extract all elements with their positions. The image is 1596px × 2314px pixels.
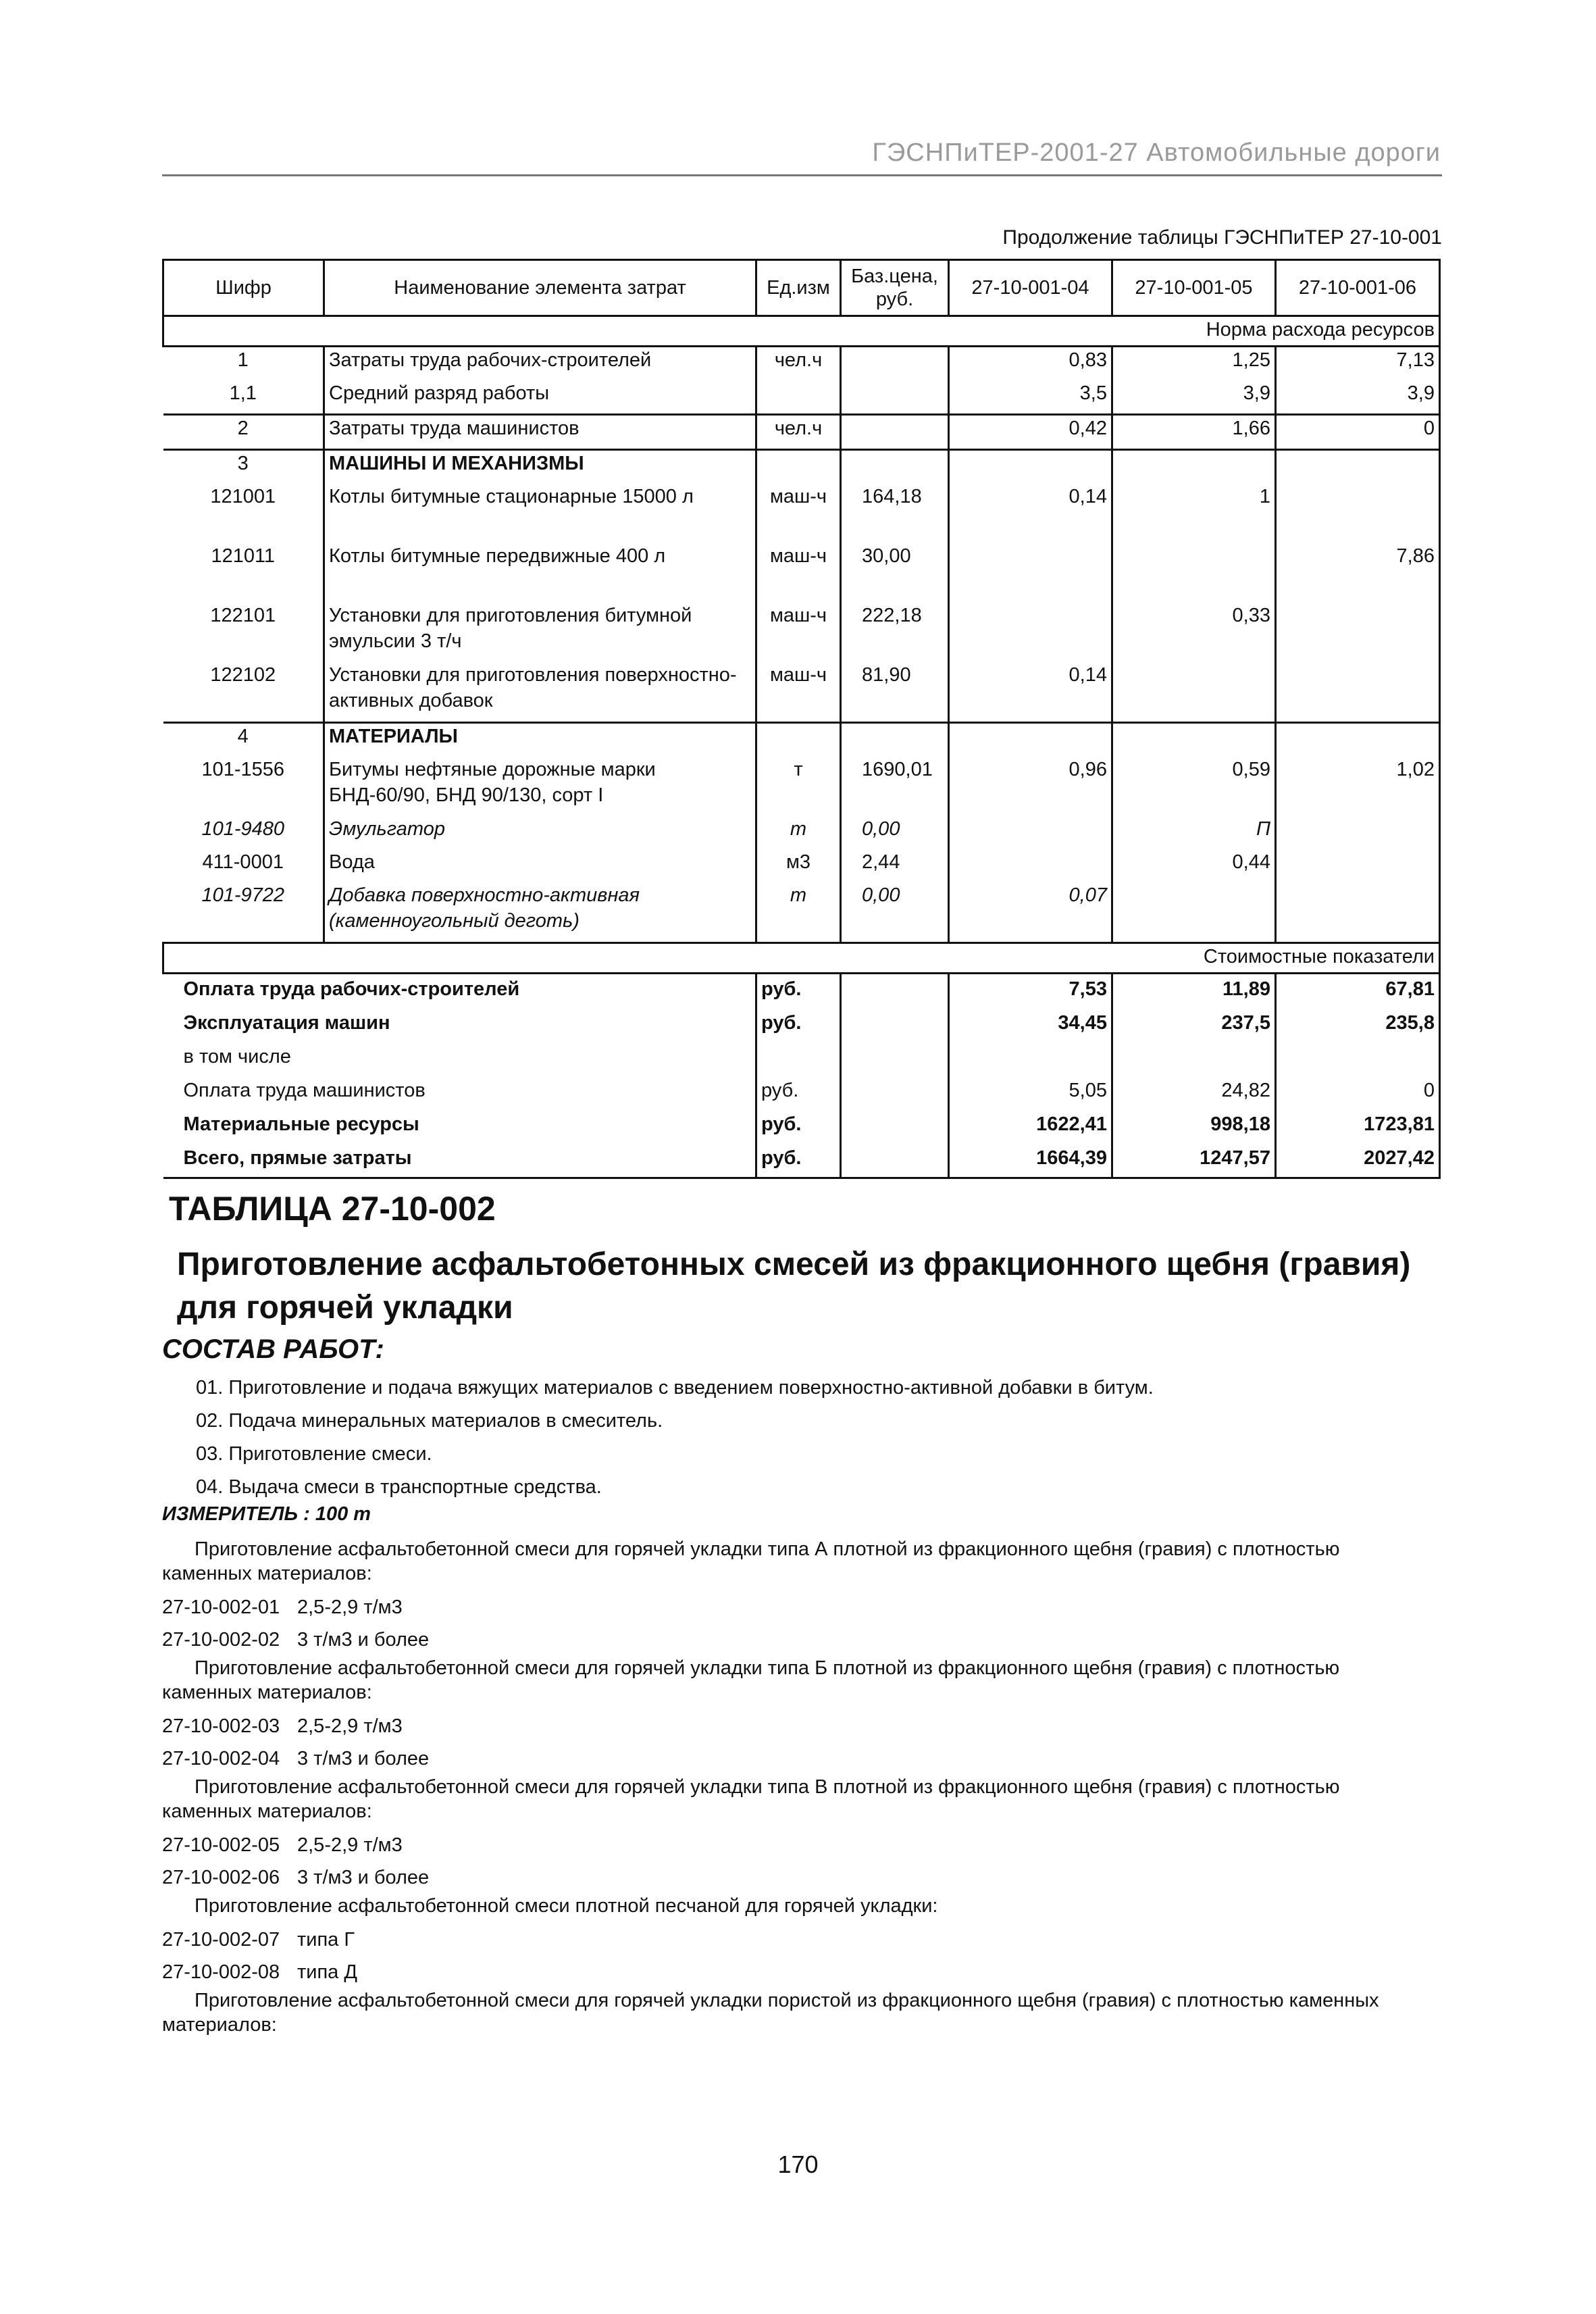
header-name: Наименование элемента затрат [324, 260, 756, 316]
header-code: Шифр [163, 260, 324, 316]
header-price-line2: руб. [875, 288, 914, 310]
description-paragraph: Приготовление асфальтобетонной смеси для горячей укладки типа В плотной из фракционного щебня (гравия) с плотностью каменных материалов: [162, 1776, 1340, 1822]
summary-label: в том числе [183, 1046, 291, 1067]
row-code: 1,1 [229, 382, 257, 404]
cost-label-row [163, 943, 1440, 974]
row-unit: т [756, 816, 841, 849]
summary-value-05: 998,18 [1112, 1109, 1276, 1143]
row-value-04 [949, 450, 1112, 484]
descriptions [162, 1537, 1432, 2042]
code-value: типа Г [297, 1929, 355, 1951]
row-name: Затраты труда машинистов [324, 415, 756, 450]
row-code: 3 [237, 453, 249, 474]
table-row [163, 543, 1440, 603]
header-price-line1: Баз.цена, [851, 266, 938, 287]
row-name: МАТЕРИАЛЫ [324, 723, 756, 757]
row-price: 2,44 [841, 849, 949, 882]
summary-value-04: 7,53 [949, 974, 1112, 1009]
row-unit: т [756, 757, 841, 816]
summary-row [163, 1008, 1440, 1042]
row-value-05: 0,59 [1112, 757, 1276, 816]
work-item: 01. Приготовление и подача вяжущих материалов с введением поверхностно-активной добавки в битум. [196, 1377, 1154, 1399]
code-value: 3 т/м3 и более [297, 1867, 430, 1888]
code-line [162, 1742, 1432, 1775]
row-price: 81,90 [841, 662, 949, 723]
running-header: ГЭСНПиТЕР-2001-27 Автомобильные дороги [872, 139, 1441, 167]
row-price: 164,18 [841, 484, 949, 543]
works-heading: СОСТАВ РАБОТ: [162, 1334, 384, 1364]
description-paragraph: Приготовление асфальтобетонной смеси для горячей укладки типа Б плотной из фракционного щебня (гравия) с плотностью каменных материалов: [162, 1657, 1340, 1703]
row-code: 121011 [211, 545, 276, 567]
table-row [163, 415, 1440, 450]
code-id: 27-10-002-01 [162, 1596, 280, 1618]
row-value-05: 1 [1112, 484, 1276, 543]
row-value-04: 3,5 [949, 380, 1112, 415]
row-unit: маш-ч [756, 662, 841, 723]
summary-value-06: 235,8 [1276, 1008, 1440, 1042]
code-id: 27-10-002-02 [162, 1629, 280, 1651]
row-name: Эмульгатор [324, 816, 756, 849]
summary-unit: руб. [756, 1143, 841, 1178]
row-unit: маш-ч [756, 484, 841, 543]
row-unit: чел.ч [756, 347, 841, 381]
summary-value-06 [1276, 1042, 1440, 1076]
row-price [841, 723, 949, 757]
table-row [163, 723, 1440, 757]
summary-price [841, 1109, 949, 1143]
row-value-06 [1276, 816, 1440, 849]
code-line [162, 1829, 1432, 1861]
row-code: 101-9480 [201, 818, 285, 840]
summary-value-05: 24,82 [1112, 1076, 1276, 1109]
code-id: 27-10-002-08 [162, 1961, 280, 1983]
continuation-caption: Продолжение таблицы ГЭСНПиТЕР 27-10-001 [1002, 226, 1442, 249]
row-name: Котлы битумные передвижные 400 л [324, 543, 756, 603]
row-value-05 [1112, 882, 1276, 943]
row-value-04: 0,42 [949, 415, 1112, 450]
page-number: 170 [777, 2150, 819, 2178]
row-value-04 [949, 603, 1112, 662]
summary-value-05 [1112, 1042, 1276, 1076]
code-line [162, 1591, 1432, 1624]
summary-price [841, 1042, 949, 1076]
table-row [163, 484, 1440, 543]
summary-label: Всего, прямые затраты [163, 1143, 756, 1178]
summary-price [841, 1076, 949, 1109]
row-code: 122101 [210, 605, 276, 626]
summary-unit: руб. [756, 1008, 841, 1042]
work-item: 02. Подача минеральных материалов в смеситель. [196, 1410, 663, 1432]
row-value-05: 3,9 [1112, 380, 1276, 415]
row-code: 122102 [163, 662, 324, 723]
header-col1: 27-10-001-04 [949, 260, 1112, 316]
row-value-06 [1276, 849, 1440, 882]
row-price: 0,00 [841, 816, 949, 849]
row-price [841, 380, 949, 415]
summary-value-05: 1247,57 [1112, 1143, 1276, 1178]
table-header-row [163, 260, 1440, 316]
row-value-04 [949, 723, 1112, 757]
code-id: 27-10-002-06 [162, 1867, 280, 1888]
summary-row [163, 974, 1440, 1009]
code-value: 2,5-2,9 т/м3 [297, 1596, 403, 1618]
row-price [841, 450, 949, 484]
row-price: 0,00 [841, 882, 949, 943]
summary-unit: руб. [756, 1109, 841, 1143]
summary-value-04 [949, 1042, 1112, 1076]
code-id: 27-10-002-07 [162, 1929, 280, 1951]
table-row [163, 450, 1440, 484]
code-line [162, 1923, 1432, 1956]
row-value-06: 3,9 [1276, 380, 1440, 415]
norm-label: Норма расхода ресурсов [163, 316, 1440, 347]
row-unit [756, 380, 841, 415]
code-value: 3 т/м3 и более [297, 1748, 430, 1769]
summary-value-06: 2027,42 [1276, 1143, 1440, 1178]
table-id: ТАБЛИЦА 27-10-002 [169, 1190, 496, 1228]
summary-value-04: 34,45 [949, 1008, 1112, 1042]
summary-value-06: 67,81 [1276, 974, 1440, 1009]
row-name: Битумы нефтяные дорожные марки БНД-60/90, БНД 90/130, сорт I [324, 757, 756, 816]
summary-value-06: 0 [1276, 1076, 1440, 1109]
summary-value-04: 1664,39 [949, 1143, 1112, 1178]
works-list [196, 1372, 1154, 1504]
summary-unit [756, 1042, 841, 1076]
table-row [163, 816, 1440, 849]
row-unit: т [756, 882, 841, 943]
norm-label-row [163, 316, 1440, 347]
table-row [163, 882, 1440, 943]
cost-label: Стоимостные показатели [163, 943, 1440, 974]
row-value-06 [1276, 603, 1440, 662]
row-value-04: 0,14 [949, 484, 1112, 543]
row-value-04: 0,83 [949, 347, 1112, 381]
description-paragraph: Приготовление асфальтобетонной смеси для горячей укладки типа А плотной из фракционного щебня (гравия) с плотностью каменных материалов: [162, 1538, 1340, 1584]
row-name: Установки для приготовления поверхностно-активных добавок [324, 662, 756, 723]
header-col2: 27-10-001-05 [1112, 260, 1276, 316]
code-value: 3 т/м3 и более [297, 1629, 430, 1651]
row-value-04 [949, 849, 1112, 882]
row-unit [756, 723, 841, 757]
row-code: 121001 [210, 486, 276, 507]
code-value: 2,5-2,9 т/м3 [297, 1834, 403, 1856]
row-value-05 [1112, 543, 1276, 603]
row-value-06 [1276, 484, 1440, 543]
row-value-05: 1,25 [1112, 347, 1276, 381]
code-value: типа Д [297, 1961, 358, 1983]
row-name: Затраты труда рабочих-строителей [324, 347, 756, 381]
row-code: 101-1556 [201, 759, 285, 780]
row-value-06 [1276, 723, 1440, 757]
row-unit: маш-ч [756, 603, 841, 662]
code-line [162, 1861, 1432, 1894]
summary-price [841, 974, 949, 1009]
summary-price [841, 1143, 949, 1178]
table-row [163, 347, 1440, 381]
summary-row [163, 1042, 1440, 1076]
work-item: 04. Выдача смеси в транспортные средства. [196, 1476, 602, 1498]
row-name: Котлы битумные стационарные 15000 л [324, 484, 756, 543]
summary-unit: руб. [756, 974, 841, 1009]
row-code: 101-9722 [201, 884, 285, 906]
summary-price [841, 1008, 949, 1042]
code-id: 27-10-002-05 [162, 1834, 280, 1856]
row-value-06: 0 [1276, 415, 1440, 450]
summary-value-05: 237,5 [1112, 1008, 1276, 1042]
row-value-05: 0,44 [1112, 849, 1276, 882]
row-unit [756, 450, 841, 484]
description-paragraph: Приготовление асфальтобетонной смеси плотной песчаной для горячей укладки: [195, 1895, 938, 1917]
row-value-06: 7,13 [1276, 347, 1440, 381]
summary-row [163, 1076, 1440, 1109]
summary-value-04: 1622,41 [949, 1109, 1112, 1143]
row-value-05 [1112, 662, 1276, 723]
row-value-05 [1112, 723, 1276, 757]
header-unit: Ед.изм [756, 260, 841, 316]
row-code: 4 [237, 726, 249, 747]
code-line [162, 1956, 1432, 1988]
row-value-04: 0,96 [949, 757, 1112, 816]
row-value-06 [1276, 882, 1440, 943]
row-name: Вода [324, 849, 756, 882]
row-value-06 [1276, 662, 1440, 723]
norm-body [163, 316, 1440, 1178]
table-row [163, 757, 1440, 816]
table-title: Приготовление асфальтобетонных смесей из фракционного щебня (гравия) для горячей укладки [177, 1247, 1411, 1326]
row-code: 411-0001 [202, 851, 284, 873]
resource-norms-table [162, 259, 1441, 1179]
code-id: 27-10-002-04 [162, 1748, 280, 1769]
summary-label: Оплата труда машинистов [183, 1080, 426, 1101]
row-value-04 [949, 816, 1112, 849]
summary-label: Эксплуатация машин [183, 1012, 390, 1034]
summary-value-05: 11,89 [1112, 974, 1276, 1009]
header-rule [162, 174, 1442, 176]
row-value-05: 1,66 [1112, 415, 1276, 450]
table-row [163, 380, 1440, 415]
summary-value-06: 1723,81 [1276, 1109, 1440, 1143]
row-name: Установки для приготовления битумной эмульсии 3 т/ч [324, 603, 756, 662]
table-row [163, 603, 1440, 662]
row-value-05 [1112, 450, 1276, 484]
row-value-06: 7,86 [1276, 543, 1440, 603]
work-item: 03. Приготовление смеси. [196, 1443, 432, 1465]
row-price: 30,00 [841, 543, 949, 603]
code-line [162, 1710, 1432, 1742]
measure-unit: ИЗМЕРИТЕЛЬ : 100 т [162, 1503, 371, 1525]
row-value-04 [949, 543, 1112, 603]
table-row [163, 662, 1440, 723]
row-price: 222,18 [841, 603, 949, 662]
row-unit: м3 [756, 849, 841, 882]
description-paragraph: Приготовление асфальтобетонной смеси для горячей укладки пористой из фракционного щебня (гравия) с плотностью каменных материалов: [162, 1990, 1379, 2036]
row-unit: чел.ч [756, 415, 841, 450]
row-price [841, 415, 949, 450]
summary-label: Материальные ресурсы [183, 1113, 419, 1135]
table-row [163, 849, 1440, 882]
summary-row [163, 1143, 1440, 1178]
row-name: Средний разряд работы [324, 380, 756, 415]
row-value-04: 0,14 [949, 662, 1112, 723]
summary-label: Оплата труда рабочих-строителей [183, 978, 520, 1000]
row-value-06: 1,02 [1276, 757, 1440, 816]
row-price [841, 347, 949, 381]
header-price [841, 260, 949, 316]
row-name: Добавка поверхностно-активная (каменноугольный деготь) [324, 882, 756, 943]
summary-unit: руб. [756, 1076, 841, 1109]
row-value-05: П [1112, 816, 1276, 849]
summary-row [163, 1109, 1440, 1143]
row-value-04: 0,07 [949, 882, 1112, 943]
code-id: 27-10-002-03 [162, 1715, 280, 1737]
row-code: 2 [163, 415, 324, 450]
header-col3: 27-10-001-06 [1276, 260, 1440, 316]
code-value: 2,5-2,9 т/м3 [297, 1715, 403, 1737]
row-value-05: 0,33 [1112, 603, 1276, 662]
summary-value-04: 5,05 [949, 1076, 1112, 1109]
row-price: 1690,01 [841, 757, 949, 816]
row-name: МАШИНЫ И МЕХАНИЗМЫ [324, 450, 756, 484]
row-code: 1 [163, 347, 324, 381]
row-value-06 [1276, 450, 1440, 484]
code-line [162, 1624, 1432, 1656]
row-unit: маш-ч [756, 543, 841, 603]
